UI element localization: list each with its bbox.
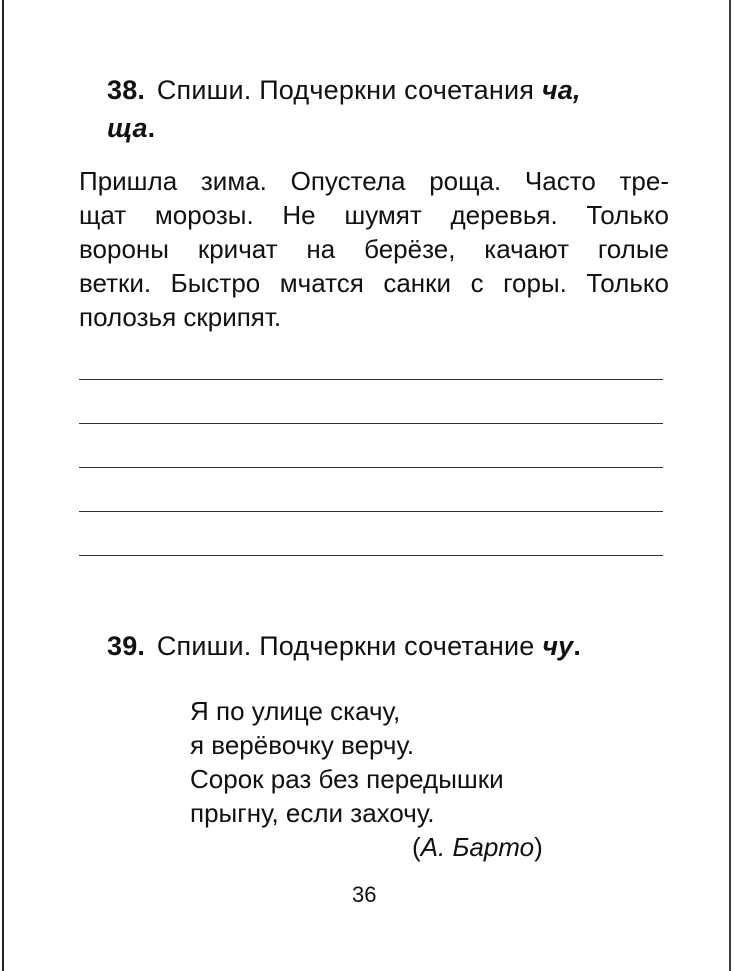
task-39-trail: . — [573, 631, 582, 661]
task-38-combo-second: ща — [107, 113, 148, 143]
task-38-trail: . — [147, 113, 156, 143]
writing-line-3 — [79, 467, 663, 468]
poem-author — [412, 830, 543, 864]
task-39-combo: чу — [542, 631, 574, 661]
writing-line-5 — [79, 555, 663, 556]
task-38-text-line: щат морозы. Не шумят деревья. Только — [79, 200, 669, 230]
poem-author-open: ( — [412, 832, 421, 862]
task-38-text — [79, 164, 669, 334]
poem-line: Я по улице скачу, — [190, 696, 401, 726]
writing-line-1 — [79, 379, 663, 380]
task-39-instruction: Спиши. Подчеркни сочетание — [156, 631, 535, 661]
page-edge-left — [2, 0, 4, 971]
poem-author-name: А. Барто — [420, 832, 535, 862]
task-39-poem — [190, 694, 610, 830]
task-38-text-line: вороны кричат на берёзе, качают голые — [79, 234, 669, 264]
poem-line: прыгну, если захочу. — [190, 798, 435, 828]
task-39-heading — [107, 627, 677, 665]
poem-author-close: ) — [534, 832, 543, 862]
task-38-text-line: ветки. Быстро мчатся санки с горы. Только — [79, 268, 669, 298]
task-39-number: 39. — [107, 631, 146, 661]
task-38-text-line: Пришла зима. Опустела роща. Часто тре- — [79, 166, 669, 196]
poem-line: я верёвочку верчу. — [190, 730, 415, 760]
page-edge-right — [729, 0, 731, 971]
writing-line-2 — [79, 423, 663, 424]
task-38-text-line: полозья скрипят. — [79, 302, 282, 332]
task-38-number: 38. — [107, 75, 146, 105]
page-number: 36 — [352, 882, 377, 907]
task-38-instruction: Спиши. Подчеркни сочетания — [156, 75, 535, 105]
writing-line-4 — [79, 511, 663, 512]
task-38-heading — [107, 71, 677, 147]
task-38-combo-first: ча, — [541, 75, 581, 105]
poem-line: Сорок раз без передышки — [190, 764, 504, 794]
